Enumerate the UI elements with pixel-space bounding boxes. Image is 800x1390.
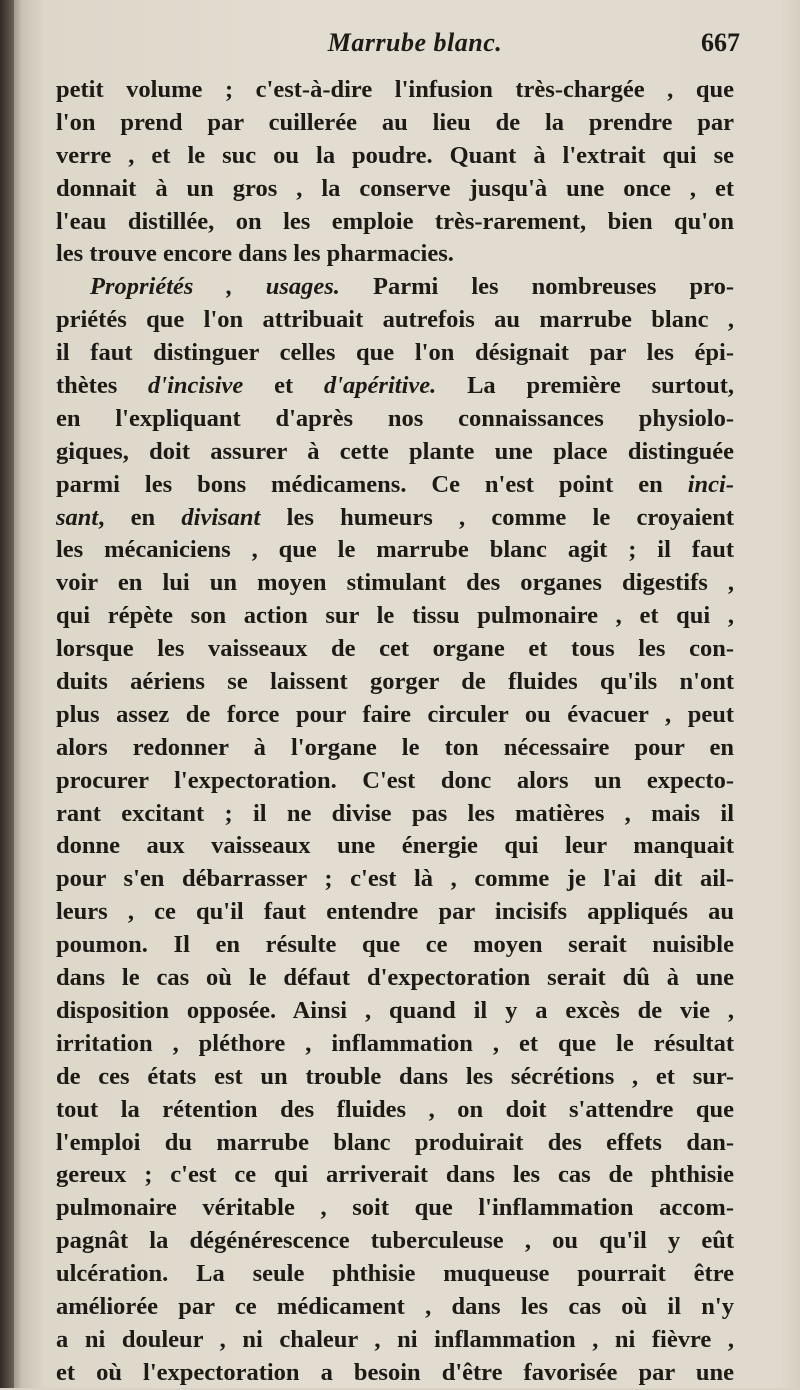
text-line: ulcération. La seule phthisie muqueuse pourrait être (56, 1260, 734, 1288)
text-line: de ces états est un trouble dans les sécrétions , et sur- (56, 1062, 734, 1090)
book-spine-shadow (0, 0, 14, 1388)
text-line: qui répète son action sur le tissu pulmonaire , et qui , (56, 602, 734, 630)
section-heading: Propriétés , usages. (90, 273, 340, 301)
text-line (56, 502, 734, 535)
text-line: a ni douleur , ni chaleur , ni inflammation , ni fièvre , (56, 1325, 734, 1353)
text-line: donne aux vaisseaux une énergie qui leur manquait (56, 832, 734, 860)
text-line: pagnât la dégénérescence tuberculeuse , ou qu'il y eût (56, 1227, 734, 1255)
text-line: améliorée par ce médicament , dans les cas où il n'y (56, 1292, 734, 1320)
text-line: les trouve encore dans les pharmacies. (56, 240, 454, 268)
running-title: Marrube blanc. (327, 28, 503, 57)
text-line (56, 469, 734, 502)
text-line: poumon. Il en résulte que ce moyen serait nuisible (56, 931, 734, 959)
page-header (90, 28, 740, 68)
text-line: voir en lui un moyen stimulant des organes digestifs , (56, 569, 734, 597)
text-fragment: parmi les bons médicamens. Ce n'est point en (56, 470, 688, 498)
text-line: pour s'en débarrasser ; c'est là , comme je l'ai dit ail- (56, 865, 734, 893)
italic-term: d'incisive (148, 372, 244, 400)
text-fragment: thètes (56, 372, 149, 400)
text-line: rant excitant ; il ne divise pas les matières , mais il (56, 799, 734, 827)
text-line: verre , et le suc ou la poudre. Quant à l'extrait qui se (56, 141, 734, 169)
text-line: tout la rétention des fluides , on doit s'attendre que (56, 1095, 734, 1123)
text-line: giques, doit assurer à cette plante une place distinguée (56, 437, 734, 465)
italic-term: inci- (687, 470, 734, 498)
text-line: l'on prend par cuillerée au lieu de la prendre par (56, 108, 734, 136)
text-fragment: et (243, 372, 324, 400)
text-line: leurs , ce qu'il faut entendre par incisifs appliqués au (56, 898, 734, 926)
body-text (56, 74, 734, 1390)
text-line: procurer l'expectoration. C'est donc alors un expecto- (56, 766, 734, 794)
text-line: lorsque les vaisseaux de cet organe et tous les con- (56, 635, 734, 663)
text-line: donnait à un gros , la conserve jusqu'à une once , et (56, 174, 734, 202)
text-line: gereux ; c'est ce qui arriverait dans les cas de phthisie (56, 1161, 734, 1189)
text-fragment: Parmi les nombreuses pro- (339, 273, 734, 301)
text-line: alors redonner à l'organe le ton nécessaire pour en (56, 733, 734, 761)
text-line: les mécaniciens , que le marrube blanc agit ; il faut (56, 536, 734, 564)
text-line: plus assez de force pour faire circuler ou évacuer , peut (56, 700, 734, 728)
text-line (56, 271, 734, 304)
text-line: l'eau distillée, on les emploie très-rarement, bien qu'on (56, 207, 734, 235)
text-fragment: , en (98, 503, 182, 531)
text-line: en l'expliquant d'après nos connaissances physiolo- (56, 404, 734, 432)
text-line: pulmonaire véritable , soit que l'inflammation accom- (56, 1194, 734, 1222)
page-number: 667 (701, 28, 740, 57)
italic-term: sant (56, 503, 99, 531)
text-fragment: les humeurs , comme le croyaient (260, 503, 734, 531)
text-line (56, 370, 734, 403)
text-line: l'emploi du marrube blanc produirait des effets dan- (56, 1128, 734, 1156)
text-fragment: La première surtout, (436, 372, 734, 400)
italic-term: d'apéritive. (323, 372, 437, 400)
text-line: et où l'expectoration a besoin d'être favorisée par une (56, 1358, 734, 1386)
text-line: priétés que l'on attribuait autrefois au marrube blanc , (56, 306, 734, 334)
italic-term: divisant (181, 503, 261, 531)
text-line: il faut distinguer celles que l'on désignait par les épi- (56, 339, 734, 367)
text-line: disposition opposée. Ainsi , quand il y a excès de vie , (56, 996, 734, 1024)
text-line: duits aériens se laissent gorger de fluides qu'ils n'ont (56, 668, 734, 696)
text-line: dans le cas où le défaut d'expectoration serait dû à une (56, 964, 734, 992)
text-line: petit volume ; c'est-à-dire l'infusion très-chargée , que (56, 76, 734, 103)
text-line: irritation , pléthore , inflammation , et que le résultat (56, 1029, 734, 1057)
